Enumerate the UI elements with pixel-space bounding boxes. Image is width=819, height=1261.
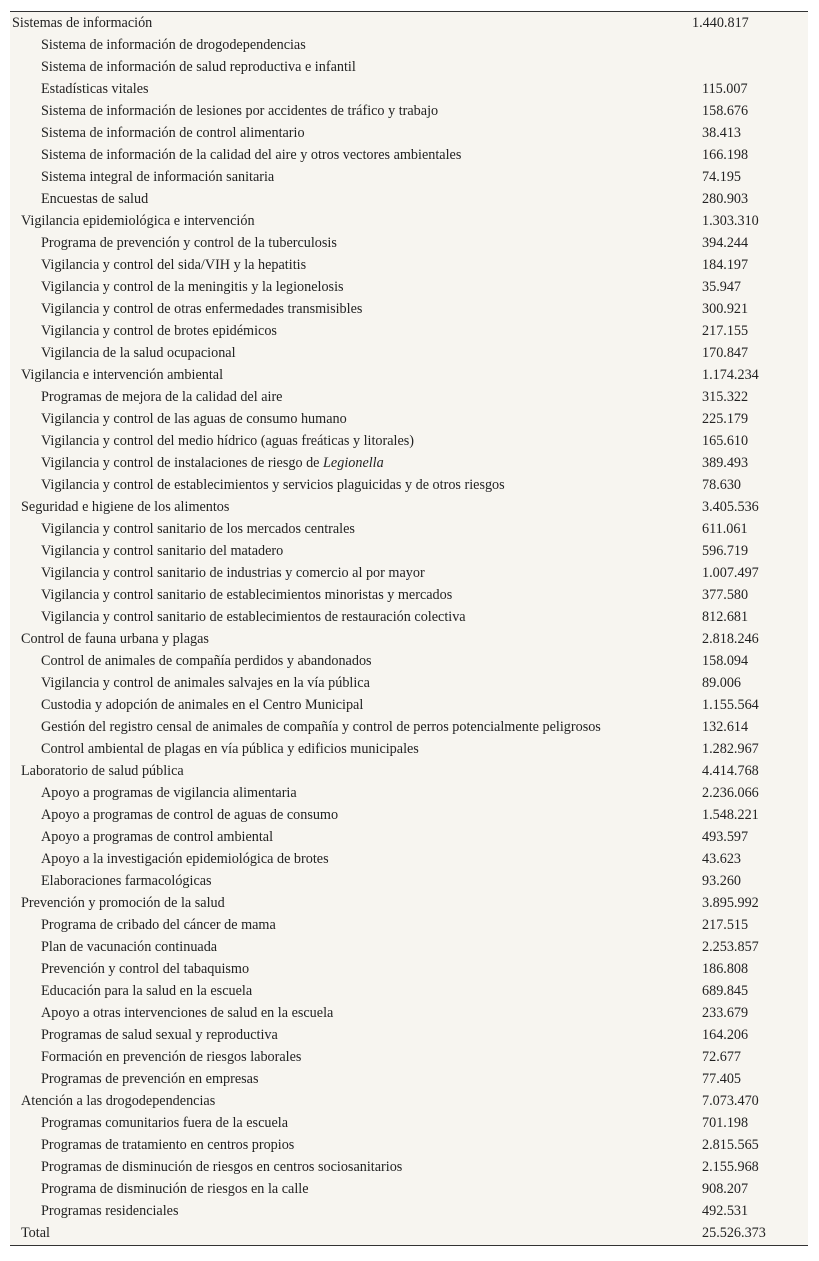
row-label	[41, 232, 337, 254]
row-label	[41, 804, 338, 826]
row-value: 812.681	[702, 609, 749, 625]
row-value: 38.413	[702, 125, 742, 141]
table-row	[10, 738, 808, 760]
table-row	[10, 1002, 808, 1024]
row-label-text: Vigilancia y control de brotes epidémicos	[41, 323, 277, 339]
row-label-text: Sistema de información de drogodependencias	[41, 37, 306, 53]
row-value: 3.895.992	[702, 895, 759, 911]
row-value: 217.155	[702, 323, 749, 339]
row-label-text: Prevención y promoción de la salud	[21, 895, 225, 911]
row-label	[41, 848, 329, 870]
row-label	[41, 1046, 301, 1068]
row-label-text: Programas de prevención en empresas	[41, 1071, 259, 1087]
row-label-text: Programas residenciales	[41, 1203, 179, 1219]
table-row	[10, 716, 808, 738]
row-label-text: Sistema integral de información sanitaria	[41, 169, 275, 185]
row-value: 300.921	[702, 301, 749, 317]
row-label-text: Vigilancia y control sanitario de establecimientos de restauración colectiva	[41, 609, 466, 625]
row-label	[21, 1090, 215, 1112]
table-row	[10, 672, 808, 694]
row-label	[41, 144, 461, 166]
table-row	[10, 474, 808, 496]
row-label-text: Vigilancia y control sanitario de los mercados centrales	[41, 521, 355, 537]
row-label-text: Programas comunitarios fuera de la escuela	[41, 1115, 288, 1131]
row-label	[41, 78, 149, 100]
section-row	[10, 760, 808, 782]
section-row	[10, 364, 808, 386]
row-value: 2.236.066	[702, 785, 759, 801]
row-label-text: Total	[21, 1225, 50, 1241]
row-label-text: Encuestas de salud	[41, 191, 149, 207]
row-label-text: Sistema de información de control alimentario	[41, 125, 305, 141]
row-label	[41, 320, 277, 342]
row-label-text: Programas de tratamiento en centros propios	[41, 1137, 295, 1153]
table-row	[10, 914, 808, 936]
row-value: 1.440.817	[692, 15, 749, 31]
row-label	[41, 254, 306, 276]
table-row	[10, 540, 808, 562]
table-row	[10, 782, 808, 804]
row-label-text: Programas de disminución de riesgos en centros sociosanitarios	[41, 1159, 403, 1175]
row-value: 93.260	[702, 873, 742, 889]
row-label	[41, 738, 419, 760]
row-value: 2.155.968	[702, 1159, 759, 1175]
row-label-text: Vigilancia de la salud ocupacional	[41, 345, 236, 361]
row-value: 1.174.234	[702, 367, 759, 383]
row-value: 72.677	[702, 1049, 742, 1065]
row-label	[41, 1068, 258, 1090]
table-row	[10, 1156, 808, 1178]
section-row	[10, 1090, 808, 1112]
row-label	[41, 716, 601, 738]
table-row	[10, 408, 808, 430]
table-row	[10, 298, 808, 320]
row-label-text: Vigilancia y control de instalaciones de riesgo de	[41, 455, 324, 471]
row-value: 74.195	[702, 169, 742, 185]
row-label	[41, 452, 384, 474]
table-row	[10, 936, 808, 958]
row-label	[12, 12, 152, 34]
section-row	[10, 628, 808, 650]
row-value: 170.847	[702, 345, 749, 361]
table-row	[10, 870, 808, 892]
row-label	[41, 1002, 333, 1024]
row-label-text: Programas de mejora de la calidad del aire	[41, 389, 283, 405]
row-label	[41, 672, 370, 694]
budget-table	[10, 11, 808, 1246]
table-row	[10, 1112, 808, 1134]
row-value: 89.006	[702, 675, 742, 691]
row-label	[21, 628, 209, 650]
table-row	[10, 826, 808, 848]
row-value: 165.610	[702, 433, 749, 449]
row-value: 2.818.246	[702, 631, 759, 647]
row-label	[21, 364, 223, 386]
row-value: 389.493	[702, 455, 749, 471]
row-value: 43.623	[702, 851, 742, 867]
table-row	[10, 320, 808, 342]
table-row	[10, 430, 808, 452]
row-value: 164.206	[702, 1027, 749, 1043]
table-row	[10, 452, 808, 474]
table-row	[10, 1200, 808, 1222]
row-label	[41, 386, 282, 408]
row-label	[41, 870, 212, 892]
row-label-text: Vigilancia y control de animales salvajes en la vía pública	[41, 675, 370, 691]
row-label-text: Plan de vacunación continuada	[41, 939, 218, 955]
row-value: 3.405.536	[702, 499, 759, 515]
row-label	[21, 210, 255, 232]
row-label-text: Prevención y control del tabaquismo	[41, 961, 250, 977]
row-value: 233.679	[702, 1005, 749, 1021]
row-label	[21, 892, 225, 914]
row-value: 7.073.470	[702, 1093, 759, 1109]
table-row	[10, 606, 808, 628]
row-value: 35.947	[702, 279, 742, 295]
table-row	[10, 694, 808, 716]
row-label	[41, 34, 306, 56]
table-row	[10, 276, 808, 298]
section-row	[10, 210, 808, 232]
row-value: 908.207	[702, 1181, 749, 1197]
row-value: 701.198	[702, 1115, 749, 1131]
row-label	[41, 56, 356, 78]
row-label-text: Vigilancia e intervención ambiental	[21, 367, 224, 383]
row-value: 78.630	[702, 477, 742, 493]
row-value: 689.845	[702, 983, 749, 999]
row-label-text: Apoyo a programas de vigilancia alimentaria	[41, 785, 297, 801]
table-row	[10, 342, 808, 364]
row-label-text: Vigilancia y control de las aguas de consumo humano	[41, 411, 347, 427]
row-value: 1.007.497	[702, 565, 759, 581]
row-value: 280.903	[702, 191, 749, 207]
row-label	[41, 1112, 288, 1134]
row-value: 217.515	[702, 917, 749, 933]
row-label	[41, 1178, 309, 1200]
row-label	[41, 342, 236, 364]
table-row	[10, 584, 808, 606]
row-label	[41, 100, 438, 122]
table-row	[10, 1046, 808, 1068]
total-row	[10, 1222, 808, 1244]
row-label	[41, 166, 274, 188]
row-value: 115.007	[702, 81, 748, 97]
row-value: 166.198	[702, 147, 749, 163]
row-label	[41, 540, 283, 562]
table-row	[10, 34, 808, 56]
row-label	[41, 298, 362, 320]
section-row	[10, 892, 808, 914]
row-label	[41, 958, 249, 980]
table-row	[10, 518, 808, 540]
row-label	[41, 562, 425, 584]
row-label	[41, 980, 252, 1002]
row-label-text: Apoyo a programas de control de aguas de consumo	[41, 807, 339, 823]
row-label	[41, 1156, 402, 1178]
row-label	[41, 914, 276, 936]
row-label-text: Gestión del registro censal de animales de compañía y control de perros potencialmente peligrosos	[41, 719, 601, 735]
row-label	[41, 782, 297, 804]
row-label-text: Vigilancia y control de otras enfermedades transmisibles	[41, 301, 363, 317]
section-row	[10, 12, 808, 34]
row-label-text: Control de animales de compañía perdidos y abandonados	[41, 653, 372, 669]
row-label-text: Programas de salud sexual y reproductiva	[41, 1027, 278, 1043]
table-row	[10, 232, 808, 254]
row-value: 394.244	[702, 235, 749, 251]
row-label-text: Formación en prevención de riesgos laborales	[41, 1049, 302, 1065]
row-value: 77.405	[702, 1071, 742, 1087]
row-value: 1.282.967	[702, 741, 759, 757]
row-label-text: Vigilancia y control del sida/VIH y la hepatitis	[41, 257, 307, 273]
row-label	[41, 122, 305, 144]
row-value: 225.179	[702, 411, 749, 427]
table-row	[10, 100, 808, 122]
table-row	[10, 848, 808, 870]
row-label-text: Sistemas de información	[12, 15, 153, 31]
row-label-text: Laboratorio de salud pública	[21, 763, 184, 779]
row-label	[41, 1134, 294, 1156]
row-value: 186.808	[702, 961, 749, 977]
row-label	[21, 496, 229, 518]
row-label	[41, 276, 344, 298]
table-row	[10, 804, 808, 826]
row-value: 25.526.373	[702, 1225, 766, 1241]
row-value: 1.548.221	[702, 807, 759, 823]
row-label-text: Educación para la salud en la escuela	[41, 983, 253, 999]
row-label	[41, 694, 363, 716]
row-value: 493.597	[702, 829, 749, 845]
row-label-text: Seguridad e higiene de los alimentos	[21, 499, 230, 515]
row-label-text: Vigilancia y control de establecimientos y servicios plaguicidas y de otros riesgos	[41, 477, 505, 493]
row-label-text: Control ambiental de plagas en vía pública y edificios municipales	[41, 741, 419, 757]
row-label-text: Apoyo a la investigación epidemiológica de brotes	[41, 851, 329, 867]
row-value: 611.061	[702, 521, 748, 537]
row-label-text: Programa de prevención y control de la tuberculosis	[41, 235, 337, 251]
row-label-text: Sistema de información de lesiones por accidentes de tráfico y trabajo	[41, 103, 439, 119]
row-label-text: Sistema de información de salud reproductiva e infantil	[41, 59, 356, 75]
row-label-text: Programa de cribado del cáncer de mama	[41, 917, 276, 933]
row-label	[41, 826, 273, 848]
table-row	[10, 650, 808, 672]
row-value: 158.094	[702, 653, 749, 669]
table-row	[10, 1134, 808, 1156]
row-label-text: Programa de disminución de riesgos en la calle	[41, 1181, 309, 1197]
table-row	[10, 1024, 808, 1046]
row-value: 184.197	[702, 257, 749, 273]
table-row	[10, 980, 808, 1002]
row-label-text: Control de fauna urbana y plagas	[21, 631, 209, 647]
table-row	[10, 166, 808, 188]
row-label-text: Estadísticas vitales	[41, 81, 149, 97]
row-value: 4.414.768	[702, 763, 759, 779]
row-label	[41, 474, 505, 496]
table-row	[10, 562, 808, 584]
table-row	[10, 1068, 808, 1090]
row-label	[41, 408, 347, 430]
row-label-text: Apoyo a otras intervenciones de salud en la escuela	[41, 1005, 334, 1021]
row-value: 132.614	[702, 719, 749, 735]
row-label-text: Vigilancia y control sanitario de industrias y comercio al por mayor	[41, 565, 425, 581]
table-row	[10, 122, 808, 144]
row-label	[41, 1200, 179, 1222]
row-label	[41, 650, 372, 672]
row-label-text: Custodia y adopción de animales en el Centro Municipal	[41, 697, 364, 713]
row-label-text: Vigilancia y control sanitario de establecimientos minoristas y mercados	[41, 587, 453, 603]
row-value: 1.155.564	[702, 697, 759, 713]
row-label-text: Sistema de información de la calidad del aire y otros vectores ambientales	[41, 147, 462, 163]
row-label	[41, 188, 148, 210]
row-label	[41, 584, 452, 606]
row-value: 2.253.857	[702, 939, 759, 955]
row-label	[41, 606, 466, 628]
row-value: 158.676	[702, 103, 749, 119]
row-label-text: Atención a las drogodependencias	[21, 1093, 216, 1109]
row-label-text: Elaboraciones farmacológicas	[41, 873, 212, 889]
row-label	[41, 936, 217, 958]
row-label-text: Apoyo a programas de control ambiental	[41, 829, 274, 845]
table-row	[10, 958, 808, 980]
row-label-text: Vigilancia epidemiológica e intervención	[21, 213, 255, 229]
table-row	[10, 78, 808, 100]
row-value: 315.322	[702, 389, 749, 405]
table-row	[10, 56, 808, 78]
row-label	[41, 518, 355, 540]
row-label	[21, 760, 184, 782]
row-value: 2.815.565	[702, 1137, 759, 1153]
row-label	[41, 430, 414, 452]
row-label-italic: Legionella	[323, 455, 384, 471]
row-label-text: Vigilancia y control sanitario del matadero	[41, 543, 284, 559]
row-label-text: Vigilancia y control del medio hídrico (aguas freáticas y litorales)	[41, 433, 415, 449]
row-value: 492.531	[702, 1203, 749, 1219]
table-row	[10, 144, 808, 166]
row-value: 377.580	[702, 587, 749, 603]
table-row	[10, 188, 808, 210]
row-label	[41, 1024, 278, 1046]
row-value: 596.719	[702, 543, 749, 559]
section-row	[10, 496, 808, 518]
table-row	[10, 386, 808, 408]
table-row	[10, 254, 808, 276]
row-label	[21, 1222, 50, 1244]
row-label-text: Vigilancia y control de la meningitis y la legionelosis	[41, 279, 344, 295]
row-value: 1.303.310	[702, 213, 759, 229]
table-row	[10, 1178, 808, 1200]
